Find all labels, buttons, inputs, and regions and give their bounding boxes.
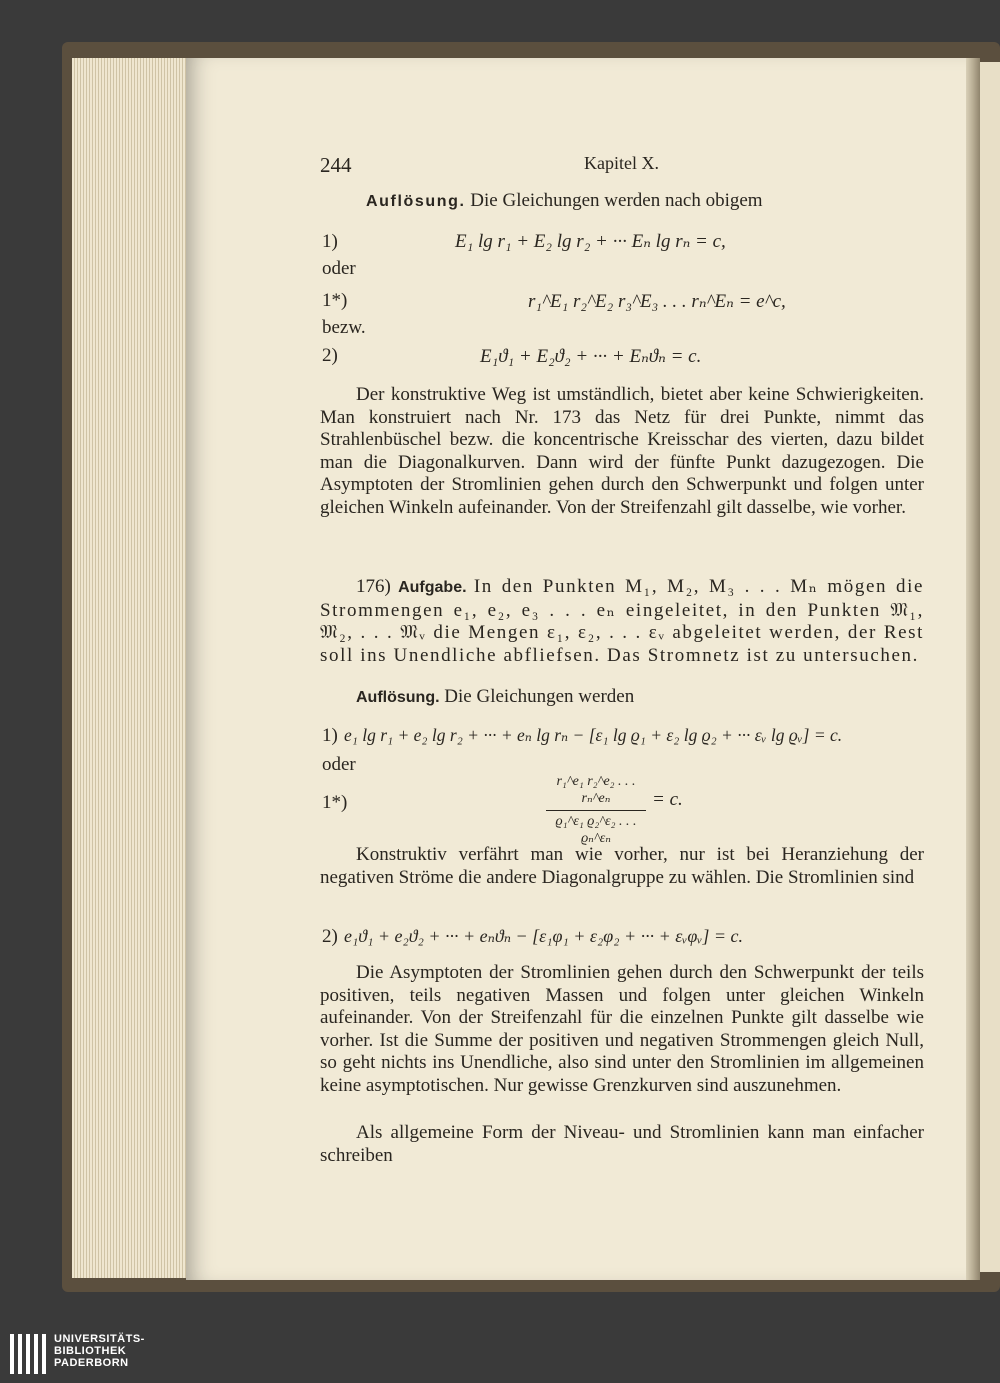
equation-label: 1) [322,725,338,746]
equation-1: E₁ lg r₁ + E₂ lg r₂ + ··· Eₙ lg rₙ = c, [455,231,726,252]
equation-2: E₁ϑ₁ + E₂ϑ₂ + ··· + Eₙϑₙ = c. [480,346,702,367]
paragraph-construction: Der konstruktive Weg ist umständlich, bietet aber keine Schwierigkeiten. Man konstruiert nach Nr. 173 das Netz für drei Punkte, nimmt das Strahlenbüschel bezw. die koncentrische Kreisschar des vierten, dazu bildet man die Diagonalkurven. Dann wird der fünfte Punkt dazugezogen. Die Asymptoten der Stromlinien gehen durch den Schwerpunkt und folgen unter gleichen Winkeln aufeinander. Von der Streifenzahl gilt dasselbe, wie vorher. [320,384,924,518]
equation-2: e₁ϑ₁ + e₂ϑ₂ + ··· + eₙϑₙ − [ε₁φ₁ + ε₂φ₂ + ··· + εᵥφᵥ] = c. [344,926,744,946]
paragraph-general-form: Als allgemeine Form der Niveau- und Stromlinien kann man einfacher schreiben [320,1122,924,1166]
equation-1: e₁ lg r₁ + e₂ lg r₂ + ··· + eₙ lg rₙ − [ε₁ lg ϱ₁ + ε₂ lg ϱ₂ + ··· εᵥ lg ϱᵥ] = c. [344,725,843,745]
equation-label: 1) [322,231,338,252]
connector-oder: oder [322,258,356,279]
page-edges [72,58,190,1278]
connector-bezw: bezw. [322,317,366,338]
connector-oder: oder [322,754,356,775]
fraction-bar [546,810,646,811]
equation-label: 1*) [322,792,348,813]
equation-1-star: r₁^E₁ r₂^E₂ r₃^E₃ . . . rₙ^Eₙ = e^c, [528,291,786,312]
fraction-rhs: = c. [652,789,683,810]
library-name-line1: UNIVERSITÄTS- [54,1333,145,1345]
library-name-line3: PADERBORN [54,1357,129,1369]
solution-intro: Auflösung. Die Gleichungen werden nach obigem [366,190,763,211]
fraction-denominator: ϱ₁^ε₁ ϱ₂^ε₂ . . . ϱₙ^εₙ [555,814,637,846]
library-logo-icon [10,1334,50,1374]
running-title: Kapitel X. [584,153,659,173]
equation-label: 2) [322,345,338,366]
fraction-numerator: r₁^e₁ r₂^e₂ . . . rₙ^eₙ [556,774,636,806]
library-logo [10,1332,210,1378]
fraction [546,774,646,847]
book-gutter [966,58,980,1280]
page-number: 244 [320,153,352,177]
equation-label: 2) [322,926,338,947]
solution-intro: Auflösung. Die Gleichungen werden [356,686,635,707]
paragraph-construction-2: Konstruktiv verfährt man wie vorher, nur ist bei Heranziehung der negativen Ströme die andere Diagonalgruppe zu wählen. Die Stromlinien sind [320,844,924,888]
paragraph-asymptotes: Die Asymptoten der Stromlinien gehen durch den Schwerpunkt der teils positiven, teils negativen Massen und folgen unter gleichen Winkeln aufeinander. Von der Streifenzahl für die einzelnen Punkte gilt dasselbe wie vorher. Ist die Summe der positiven und negativen Strommengen gleich Null, so geht nichts ins Unendliche, also sind unter den Stromlinien im allgemeinen keine asymptotischen. Nur gewisse Grenzkurven sind auszunehmen. [320,962,924,1096]
task-176: 176) Aufgabe. In den Punkten M₁, M₂, M₃ . . . Mₙ mögen die Strommengen e₁, e₂, e₃ . . . eₙ eingeleitet, in den Punkten 𝔐₁, 𝔐₂, . . . 𝔐ᵥ die Mengen ε₁, ε₂, . . . εᵥ abgeleitet werden, der Rest soll ins Unendliche abfliefsen. Das Stromnetz ist zu untersuchen. [320,576,925,666]
equation-label: 1*) [322,290,348,311]
library-name-line2: BIBLIOTHEK [54,1345,127,1357]
